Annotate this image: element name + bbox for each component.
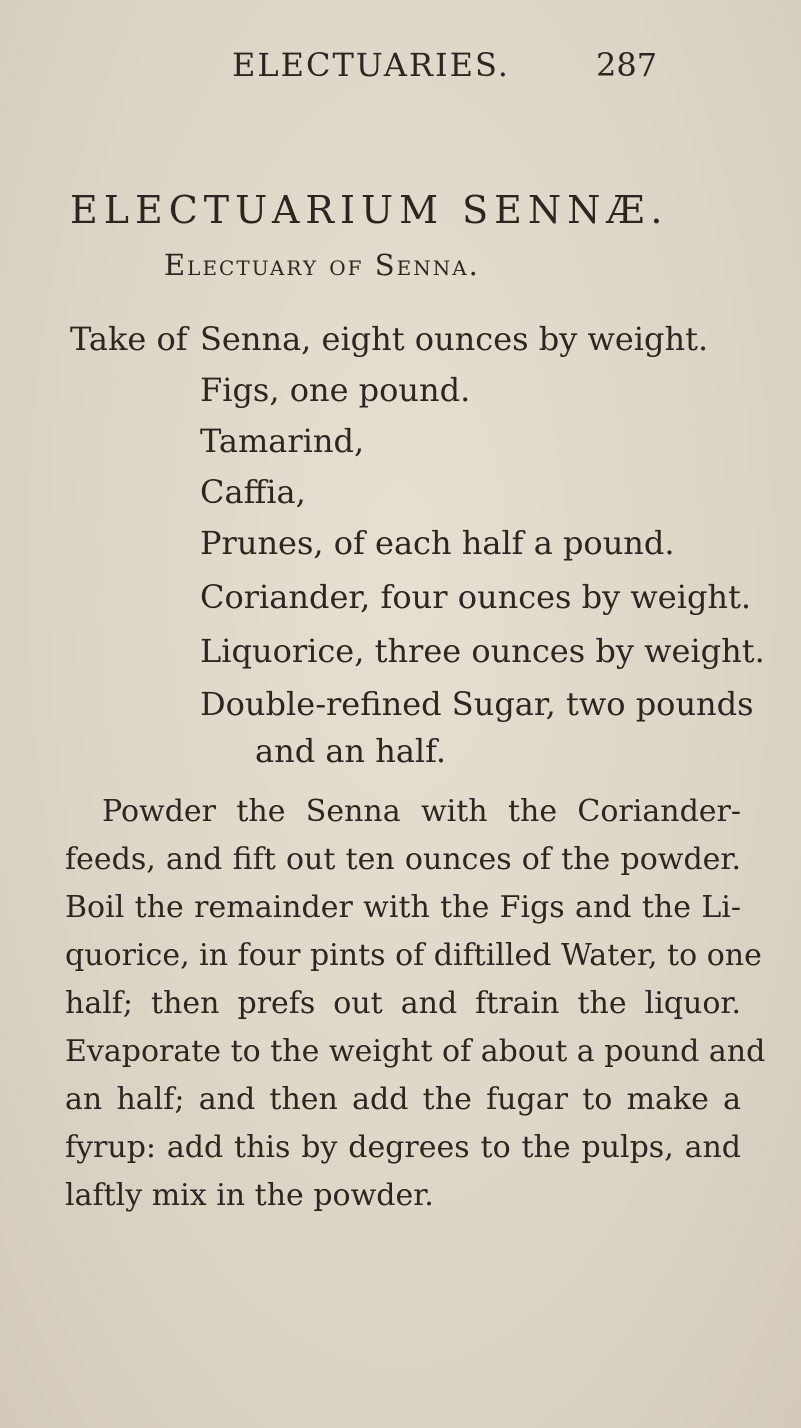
running-head — [0, 46, 801, 96]
instruction-line: fyrup: add this by degrees to the pulps, and — [65, 1130, 741, 1165]
ingredient-lead: Take of — [70, 320, 188, 358]
instruction-line: half; then prefs out and ftrain the liquor. — [65, 986, 741, 1021]
ingredient-line: Figs, one pound. — [200, 371, 471, 409]
ingredient-line: Coriander, four ounces by weight. — [200, 578, 752, 616]
ingredient-line: Liquorice, three ounces by weight. — [200, 632, 765, 670]
ingredient-line: Senna, eight ounces by weight. — [200, 320, 709, 358]
page-number: 287 — [596, 46, 658, 84]
recipe-subtitle: Electuary of Senna. — [164, 248, 480, 282]
instruction-line: Evaporate to the weight of about a pound and — [65, 1034, 766, 1069]
instruction-line: an half; and then add the fugar to make a — [65, 1082, 741, 1117]
ingredient-line: Caffia, — [200, 473, 306, 511]
recipe-title: ELECTUARIUM SENNÆ. — [70, 188, 669, 232]
ingredient-line: and an half. — [255, 732, 446, 770]
ingredient-line: Double-refined Sugar, two pounds — [200, 685, 754, 723]
instruction-line: laftly mix in the powder. — [65, 1178, 434, 1213]
instruction-line: Powder the Senna with the Coriander- — [102, 794, 741, 829]
instruction-line: feeds, and fift out ten ounces of the powder. — [65, 842, 741, 877]
instruction-line: Boil the remainder with the Figs and the Li- — [65, 890, 741, 925]
instruction-line: quorice, in four pints of diftilled Water, to one — [65, 938, 762, 973]
ingredient-line: Prunes, of each half a pound. — [200, 524, 675, 562]
ingredient-line: Tamarind, — [200, 422, 365, 460]
running-head-title: ELECTUARIES. — [232, 46, 510, 84]
